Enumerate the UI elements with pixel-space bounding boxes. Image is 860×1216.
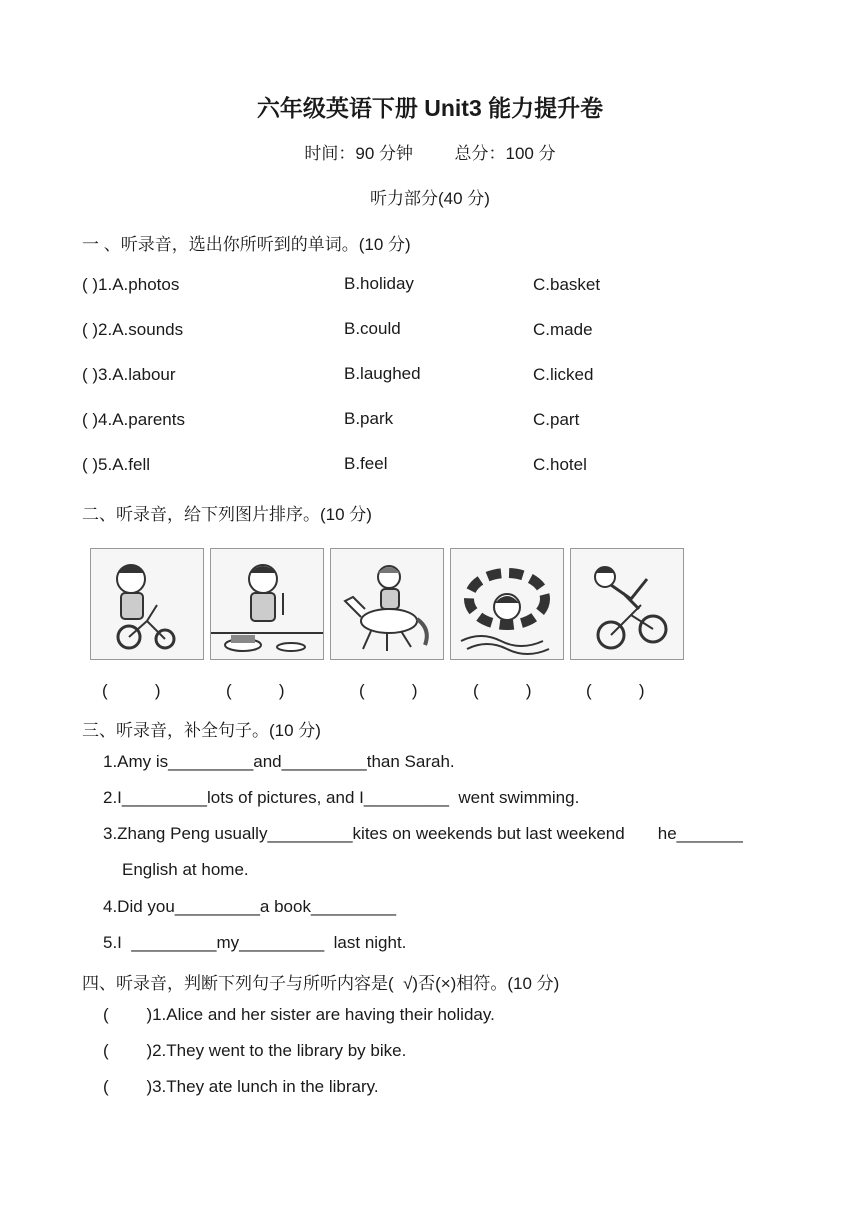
option-b: B.could bbox=[344, 319, 401, 338]
picture-2 bbox=[210, 548, 324, 660]
exam-info bbox=[0, 139, 860, 164]
question-number: ( )1.A.photos bbox=[82, 275, 180, 294]
answer-bracket: ( ) bbox=[473, 681, 532, 700]
option-b: B.laughed bbox=[344, 364, 421, 383]
boy-riding-horse-icon bbox=[331, 549, 443, 659]
boy-swimming-with-ring-icon bbox=[451, 549, 563, 659]
question-number: ( )5.A.fell bbox=[82, 455, 151, 474]
picture-strip bbox=[90, 548, 682, 660]
time-label: 时间：90 分钟 bbox=[304, 144, 414, 163]
option-c: C.part bbox=[533, 410, 580, 429]
score-label: 总分：100 分 bbox=[454, 144, 556, 163]
sentence-line: 2.I_________lots of pictures, and I_________ went swimming. bbox=[103, 788, 580, 807]
section1-heading: 一 、听录音，选出你所听到的单词。(10 分) bbox=[82, 235, 411, 254]
answer-bracket: ( ) bbox=[226, 681, 285, 700]
sentence-line: 4.Did you_________a book_________ bbox=[103, 897, 397, 916]
paper-title: 六年级英语下册 Unit3 能力提升卷 bbox=[256, 95, 604, 121]
boy-falling-off-bike-icon bbox=[571, 549, 683, 659]
picture-1 bbox=[90, 548, 204, 660]
question-number: ( )4.A.parents bbox=[82, 410, 185, 429]
section4-heading: 四、听录音，判断下列句子与所听内容是( √)否(×)相符。(10 分) bbox=[82, 974, 560, 993]
option-c: C.basket bbox=[533, 275, 601, 294]
answer-bracket: ( ) bbox=[359, 681, 418, 700]
picture-4 bbox=[450, 548, 564, 660]
answer-bracket: ( ) bbox=[102, 681, 161, 700]
sentence-line: 5.I _________my_________ last night. bbox=[103, 933, 407, 952]
option-c: C.made bbox=[533, 320, 593, 339]
section2-heading: 二、听录音，给下列图片排序。(10 分) bbox=[82, 505, 372, 524]
option-b: B.holiday bbox=[344, 274, 414, 293]
question-number: ( )2.A.sounds bbox=[82, 320, 184, 339]
boy-eating-pancakes-icon bbox=[211, 549, 323, 659]
judge-item: ( )1.Alice and her sister are having their holiday. bbox=[103, 1005, 495, 1024]
option-b: B.feel bbox=[344, 454, 388, 473]
option-c: C.hotel bbox=[533, 455, 587, 474]
sentence-line: English at home. bbox=[122, 860, 249, 879]
judge-item: ( )2.They went to the library by bike. bbox=[103, 1041, 407, 1060]
picture-5 bbox=[570, 548, 684, 660]
sentence-line: 1.Amy is_________and_________than Sarah. bbox=[103, 752, 455, 771]
question-number: ( )3.A.labour bbox=[82, 365, 176, 384]
judge-item: ( )3.They ate lunch in the library. bbox=[103, 1077, 379, 1096]
option-b: B.park bbox=[344, 409, 394, 428]
answer-bracket: ( ) bbox=[586, 681, 645, 700]
option-c: C.licked bbox=[533, 365, 594, 384]
picture-3 bbox=[330, 548, 444, 660]
part-label: 听力部分(40 分) bbox=[370, 189, 490, 208]
boy-riding-tricycle-icon bbox=[91, 549, 203, 659]
section3-heading: 三、听录音，补全句子。(10 分) bbox=[82, 721, 321, 740]
sentence-line: 3.Zhang Peng usually_________kites on weekends but last weekend he_______ bbox=[103, 824, 743, 843]
